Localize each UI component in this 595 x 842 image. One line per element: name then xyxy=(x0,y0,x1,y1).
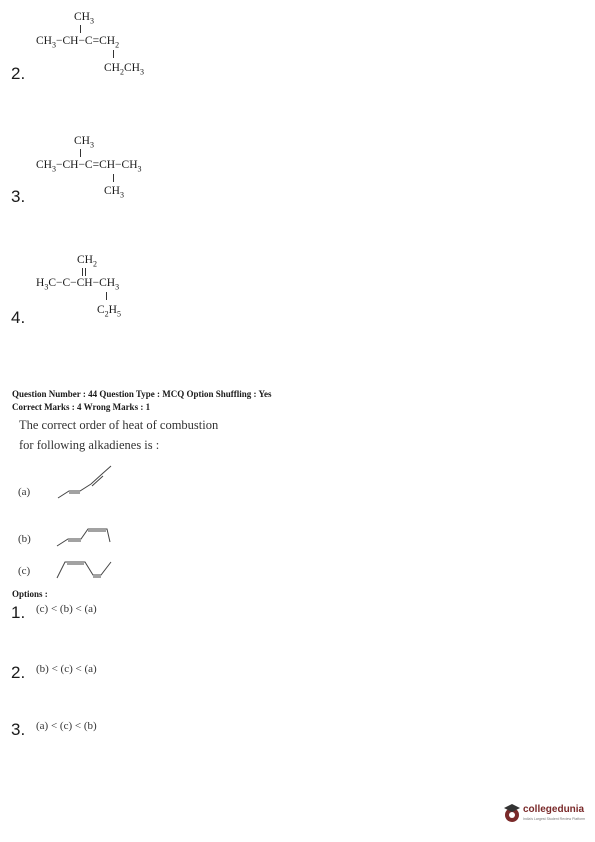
option-4-bottom-group: $C_2H_5$ xyxy=(97,304,121,319)
choice-a-structure xyxy=(55,462,115,502)
option-2-number: 2. xyxy=(11,64,26,83)
option-4-double-bond-a xyxy=(82,268,83,276)
option-4-main-chain: $H_3C-C-CH-CH_3$ xyxy=(36,277,120,292)
answer-option-3-text: (a) < (c) < (b) xyxy=(36,720,97,732)
choice-b-label: (b) xyxy=(18,533,31,545)
answer-option-1-text: (c) < (b) < (a) xyxy=(36,603,97,615)
option-2-bottom-bond xyxy=(113,50,114,58)
question-text-line2: for following alkadienes is : xyxy=(19,438,160,452)
option-2-top-bond xyxy=(80,25,81,33)
answer-option-1-number: 1. xyxy=(11,603,26,622)
option-3-main-chain: $CH_3-CH-C=CH-CH_3$ xyxy=(36,159,142,174)
option-4-double-bond-b xyxy=(85,268,86,276)
option-4-top-group: $CH_2$ xyxy=(77,254,97,269)
answer-option-2-text: (b) < (c) < (a) xyxy=(36,663,97,675)
choice-b-structure xyxy=(55,520,111,550)
brand-tagline: India's Largest Student Review Platform xyxy=(523,817,586,821)
option-3-top-bond xyxy=(80,149,81,157)
option-2-main-chain: $CH_3-CH-C=CH_2$ xyxy=(36,35,120,50)
answer-option-3-number: 3. xyxy=(11,720,26,739)
option-4-number: 4. xyxy=(11,308,26,327)
graduate-cap-icon xyxy=(503,802,521,824)
option-3-bottom-bond xyxy=(113,174,114,182)
option-4-bottom-bond xyxy=(106,292,107,300)
option-3-number: 3. xyxy=(11,187,26,206)
answer-option-2-number: 2. xyxy=(11,663,26,682)
brand-name: collegedunia xyxy=(523,804,585,815)
collegedunia-logo xyxy=(503,800,595,828)
options-heading: Options : xyxy=(12,589,48,599)
option-3-top-group: $CH_3$ xyxy=(74,135,94,150)
option-2-bottom-group: $CH_2CH_3$ xyxy=(104,62,144,77)
question-text-line1: The correct order of heat of combustion xyxy=(19,418,219,432)
choice-a-label: (a) xyxy=(18,486,31,498)
choice-c-structure xyxy=(55,558,113,584)
option-2-top-group: $CH_3$ xyxy=(74,11,94,26)
question-meta-line2: Correct Marks : 4 Wrong Marks : 1 xyxy=(12,402,151,412)
choice-c-label: (c) xyxy=(18,565,31,577)
option-3-bottom-group: $CH_3$ xyxy=(104,185,124,200)
question-meta-line1: Question Number : 44 Question Type : MCQ Option Shuffling : Yes xyxy=(12,389,272,399)
